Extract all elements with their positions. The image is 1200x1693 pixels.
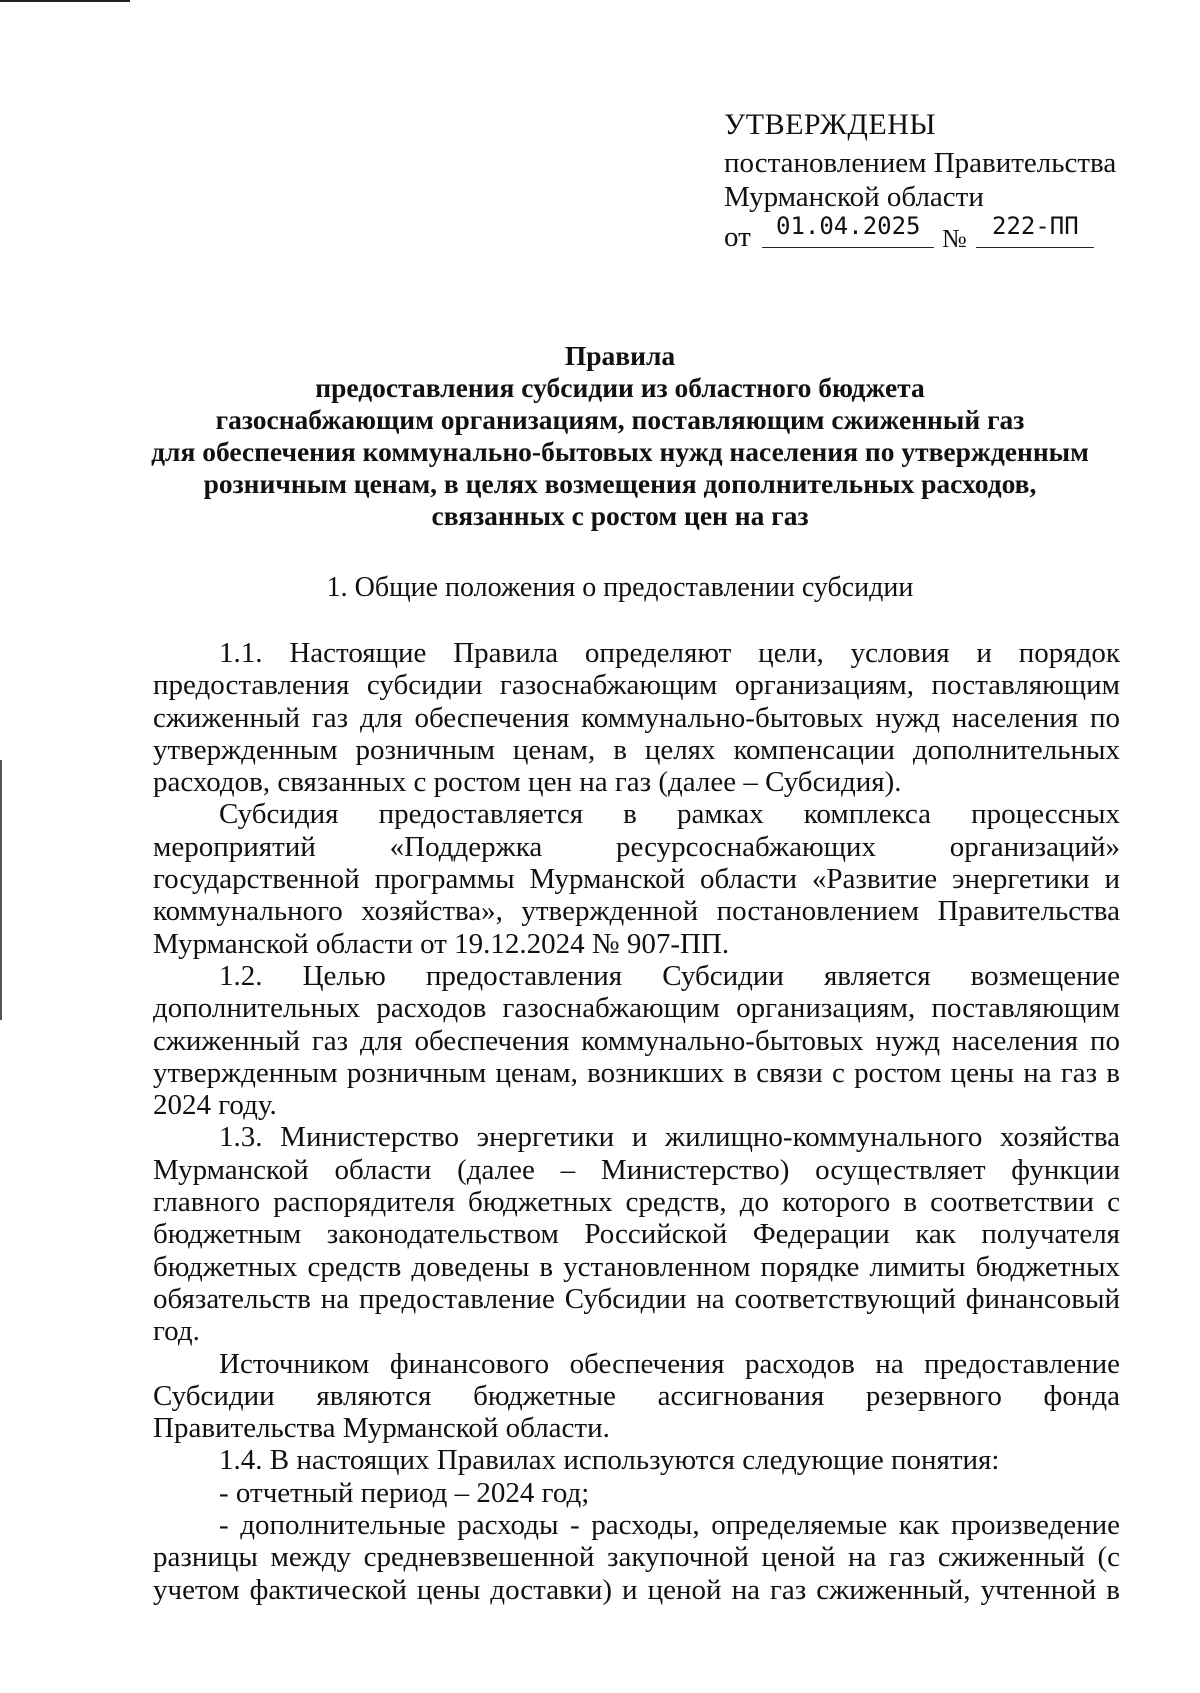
approval-line-2: Мурманской области: [724, 181, 984, 213]
approval-number: 222-ПП: [976, 214, 1094, 248]
paragraph-1-2: 1.2. Целью предоставления Субсидии является возмещение дополнительных расходов газоснабжающим организациям, поставляющим сжиженный газ для обеспечения коммунально-бытовых нужд населения по утвержденным розничным ценам, возникших в связи с ростом цены на газ в 2024 году.: [153, 959, 1120, 1122]
paragraph-1-3: 1.3. Министерство энергетики и жилищно-коммунального хозяйства Мурманской области (далее – Министерство) осуществляет функции главного распорядителя бюджетных средств, до которого в соответствии с бюджетным законодательством Российской Федерации как получателя бюджетных средств доведены в установленном порядке лимиты бюджетных обязательств на предоставление Субсидии на соответствующий финансовый год.: [153, 1121, 1120, 1348]
approval-stamp-block: [724, 108, 1144, 254]
approval-number-label: №: [942, 224, 967, 253]
paragraph-subsidy-program: Субсидия предоставляется в рамках комплекса процессных мероприятий «Поддержка ресурсоснабжающих организаций» государственной программы Мурманской области «Развитие энергетики и коммунального хозяйства», утвержденной постановлением Правительства Мурманской области от 19.12.2024 № 907-ПП.: [153, 798, 1120, 960]
approval-from-label: от: [724, 221, 751, 253]
document-title: [120, 340, 1120, 532]
title-line-4: для обеспечения коммунально-бытовых нужд населения по утвержденным: [151, 436, 1089, 467]
approval-date: 01.04.2025: [762, 214, 934, 248]
scan-edge-mark-left: [0, 760, 2, 1020]
approval-line-1: постановлением Правительства: [724, 147, 1117, 179]
approval-date-row: [724, 214, 1144, 254]
approval-title: УТВЕРЖДЕНЫ: [724, 108, 937, 141]
title-line-5: розничным ценам, в целях возмещения дополнительных расходов,: [203, 468, 1037, 499]
title-line-1: Правила: [564, 340, 676, 371]
definition-reporting-period: - отчетный период – 2024 год;: [219, 1476, 590, 1509]
title-line-3: газоснабжающим организациям, поставляющим сжиженный газ: [215, 404, 1025, 435]
title-line-2: предоставления субсидии из областного бюджета: [315, 372, 925, 403]
section-1-body: [153, 637, 1120, 1606]
paragraph-1-4: 1.4. В настоящих Правилах используются следующие понятия:: [219, 1444, 1000, 1477]
definition-additional-costs: - дополнительные расходы - расходы, определяемые как произведение разницы между средневзвешенной закупочной ценой на газ сжиженный (с учетом фактической цены доставки) и ценой на газ сжиженный, учтенной в: [153, 1509, 1120, 1606]
section-1-heading: 1. Общие положения о предоставлении субсидии: [326, 572, 914, 603]
title-line-6: связанных с ростом цен на газ: [431, 500, 809, 531]
paragraph-funding-source: Источником финансового обеспечения расходов на предоставление Субсидии являются бюджетные ассигнования резервного фонда Правительства Мурманской области.: [153, 1347, 1120, 1445]
scan-edge-mark-top-left: [0, 0, 130, 2]
paragraph-1-1: 1.1. Настоящие Правила определяют цели, условия и порядок предоставления субсидии газоснабжающим организациям, поставляющим сжиженный газ для обеспечения коммунально-бытовых нужд населения по утвержденным розничным ценам, в целях компенсации дополнительных расходов, связанных с ростом цен на газ (далее – Субсидия).: [153, 637, 1120, 799]
